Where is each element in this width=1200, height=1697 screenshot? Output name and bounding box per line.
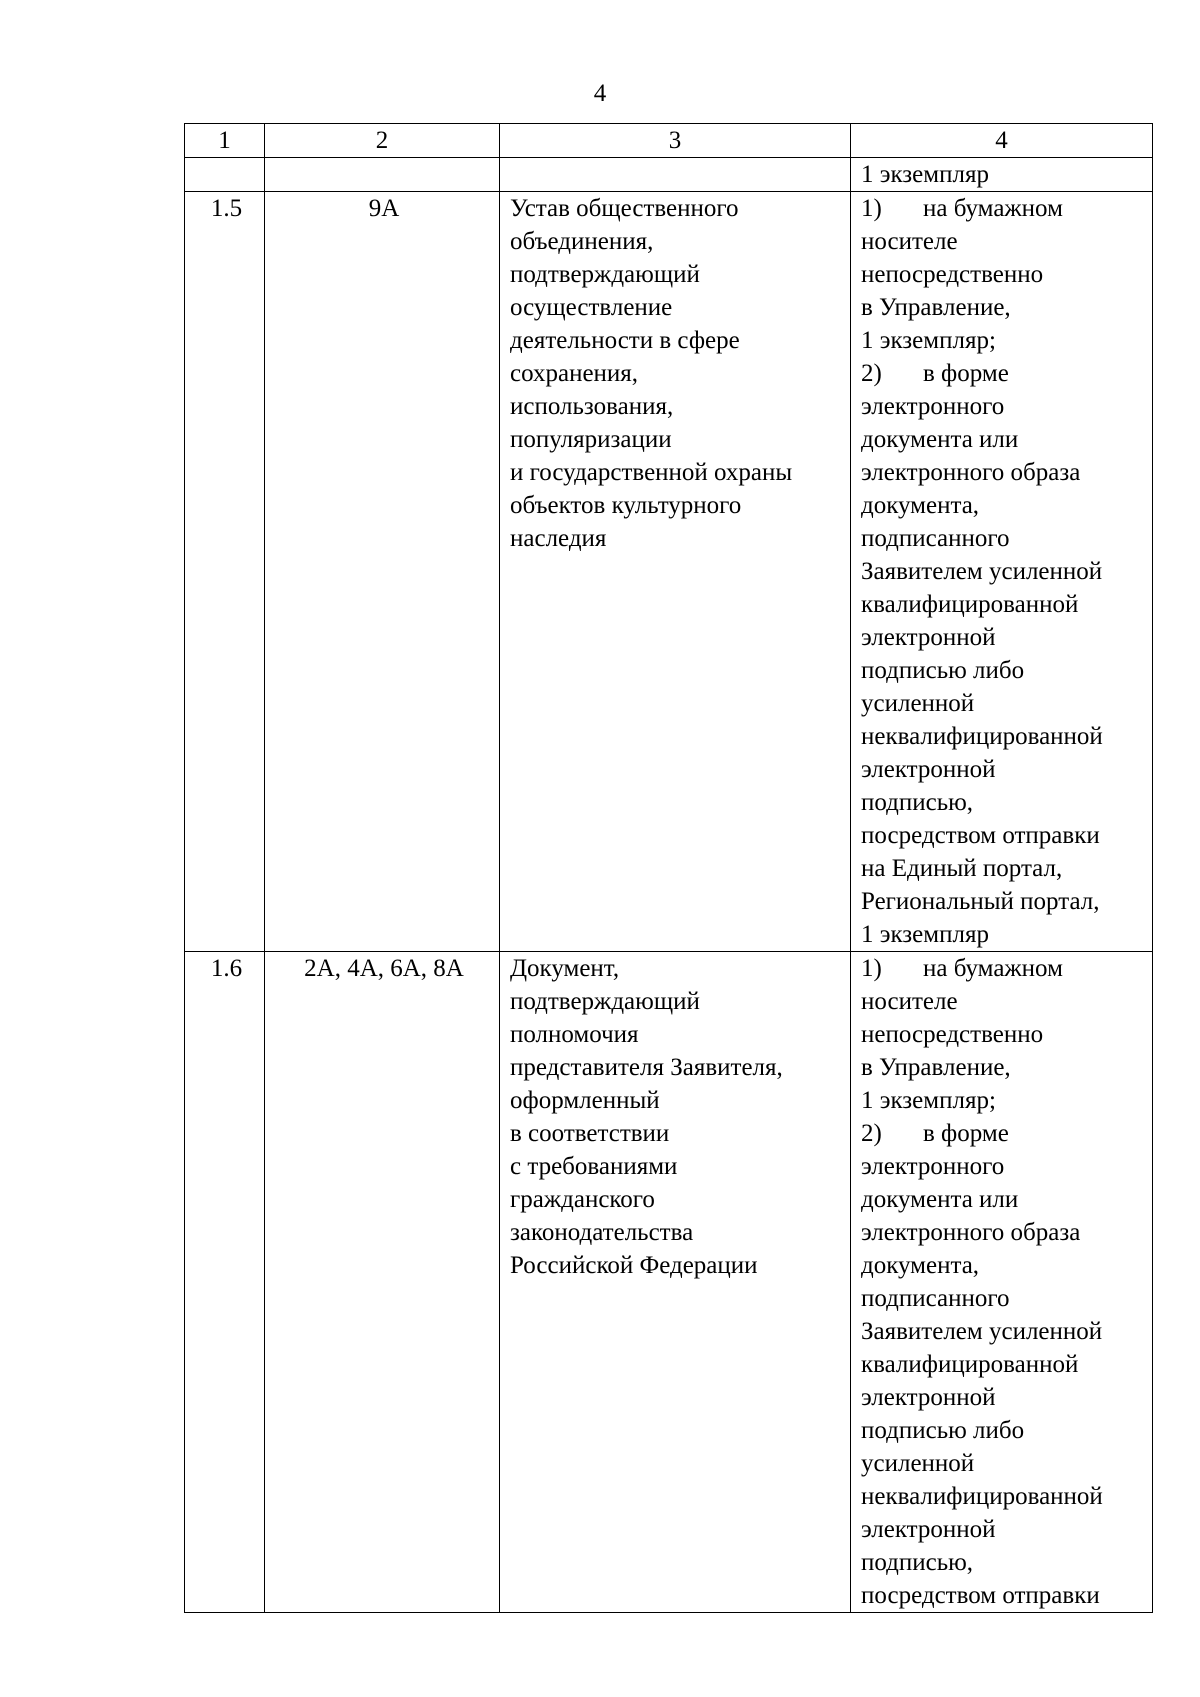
table-row — [185, 192, 1153, 952]
text-line: носителе — [861, 988, 958, 1015]
text-line: усиленной — [861, 1450, 975, 1477]
text-line: электронного — [861, 393, 1005, 420]
text-line: подписью либо — [861, 1417, 1025, 1444]
cont-cell-1 — [185, 158, 265, 192]
text-line: подписанного — [861, 525, 1010, 552]
text-line: электронного образа — [861, 459, 1081, 486]
item-marker: 2) — [861, 1120, 882, 1147]
text-line: деятельности в сфере — [510, 327, 740, 354]
method-item-1-lines — [861, 225, 1146, 357]
text-line: подписанного — [861, 1285, 1010, 1312]
text-line: законодательства — [510, 1219, 694, 1246]
text-line: популяризации — [510, 426, 672, 453]
text-line: квалифицированной — [861, 591, 1079, 618]
method-item-2-lines — [861, 390, 1146, 951]
text-line: электронной — [861, 1516, 996, 1543]
text-line: неквалифицированной — [861, 1483, 1103, 1510]
submission-method — [851, 192, 1153, 952]
text-line: подписью, — [861, 789, 974, 816]
page-number: 4 — [593, 80, 607, 107]
text-line: 1 экземпляр; — [861, 1087, 996, 1114]
item-text: на бумажном — [923, 955, 1063, 982]
text-line: подтверждающий — [510, 988, 700, 1015]
text-line: на Единый портал, — [861, 855, 1063, 882]
text-line: сохранения, — [510, 360, 639, 387]
method-item-2 — [861, 357, 1146, 390]
text-line: Региональный портал, — [861, 888, 1100, 915]
cont-cell-3 — [500, 158, 851, 192]
text-line: оформленный — [510, 1087, 660, 1114]
text-line: усиленной — [861, 690, 975, 717]
item-marker: 1) — [861, 195, 882, 222]
text-line: посредством отправки — [861, 1582, 1100, 1609]
text-line: документа или — [861, 426, 1019, 453]
text-line: электронной — [861, 624, 996, 651]
cont-cell-4: 1 экземпляр — [851, 158, 1153, 192]
text-line: Устав общественного — [510, 195, 739, 222]
method-item-1-lines — [861, 985, 1146, 1117]
continuation-row — [185, 158, 1153, 192]
text-line: представителя Заявителя, — [510, 1054, 783, 1081]
text-line: в Управление, — [861, 294, 1011, 321]
method-item-1 — [861, 192, 1146, 225]
text-line: Российской Федерации — [510, 1252, 758, 1279]
text-line: объединения, — [510, 228, 654, 255]
text-line: осуществление — [510, 294, 673, 321]
documents-table — [184, 123, 1153, 1613]
item-marker: 1) — [861, 955, 882, 982]
text-line: неквалифицированной — [861, 723, 1103, 750]
text-line: документа, — [861, 1252, 980, 1279]
text-line: электронного — [861, 1153, 1005, 1180]
cont-cell-2 — [265, 158, 500, 192]
text-line: наследия — [510, 525, 607, 552]
text-line: электронной — [861, 756, 996, 783]
text-line: посредством отправки — [861, 822, 1100, 849]
text-line: подтверждающий — [510, 261, 700, 288]
text-line: электронной — [861, 1384, 996, 1411]
table-row — [185, 952, 1153, 1613]
text-line: в Управление, — [861, 1054, 1011, 1081]
header-col-3: 3 — [500, 124, 851, 158]
item-text: в форме — [923, 360, 1009, 387]
item-text: в форме — [923, 1120, 1009, 1147]
text-line: Документ, — [510, 955, 620, 982]
item-text: на бумажном — [923, 195, 1063, 222]
text-line: гражданского — [510, 1186, 655, 1213]
row-code: 9А — [265, 192, 500, 952]
document-name — [500, 192, 851, 952]
text-line: 1 экземпляр — [861, 921, 989, 948]
text-line: Заявителем усиленной — [861, 1318, 1103, 1345]
row-number: 1.6 — [185, 952, 265, 1613]
submission-method — [851, 952, 1153, 1613]
text-line: непосредственно — [861, 261, 1044, 288]
text-line: непосредственно — [861, 1021, 1044, 1048]
table-header-row — [185, 124, 1153, 158]
text-line: носителе — [861, 228, 958, 255]
text-line: документа или — [861, 1186, 1019, 1213]
text-line: квалифицированной — [861, 1351, 1079, 1378]
text-line: объектов культурного — [510, 492, 742, 519]
text-line: подписью, — [861, 1549, 974, 1576]
text-line: использования, — [510, 393, 674, 420]
text-line: в соответствии — [510, 1120, 670, 1147]
method-item-1 — [861, 952, 1146, 985]
row-number: 1.5 — [185, 192, 265, 952]
text-line: электронного образа — [861, 1219, 1081, 1246]
text-line: Заявителем усиленной — [861, 558, 1103, 585]
item-marker: 2) — [861, 360, 882, 387]
row-code: 2А, 4А, 6А, 8А — [265, 952, 500, 1613]
method-item-2-lines — [861, 1150, 1146, 1612]
text-line: документа, — [861, 492, 980, 519]
text-line: полномочия — [510, 1021, 639, 1048]
header-col-2: 2 — [265, 124, 500, 158]
text-line: 1 экземпляр; — [861, 327, 996, 354]
header-col-1: 1 — [185, 124, 265, 158]
text-line: с требованиями — [510, 1153, 678, 1180]
document-name — [500, 952, 851, 1613]
header-col-4: 4 — [851, 124, 1153, 158]
text-line: подписью либо — [861, 657, 1025, 684]
text-line: и государственной охраны — [510, 459, 793, 486]
method-item-2 — [861, 1117, 1146, 1150]
